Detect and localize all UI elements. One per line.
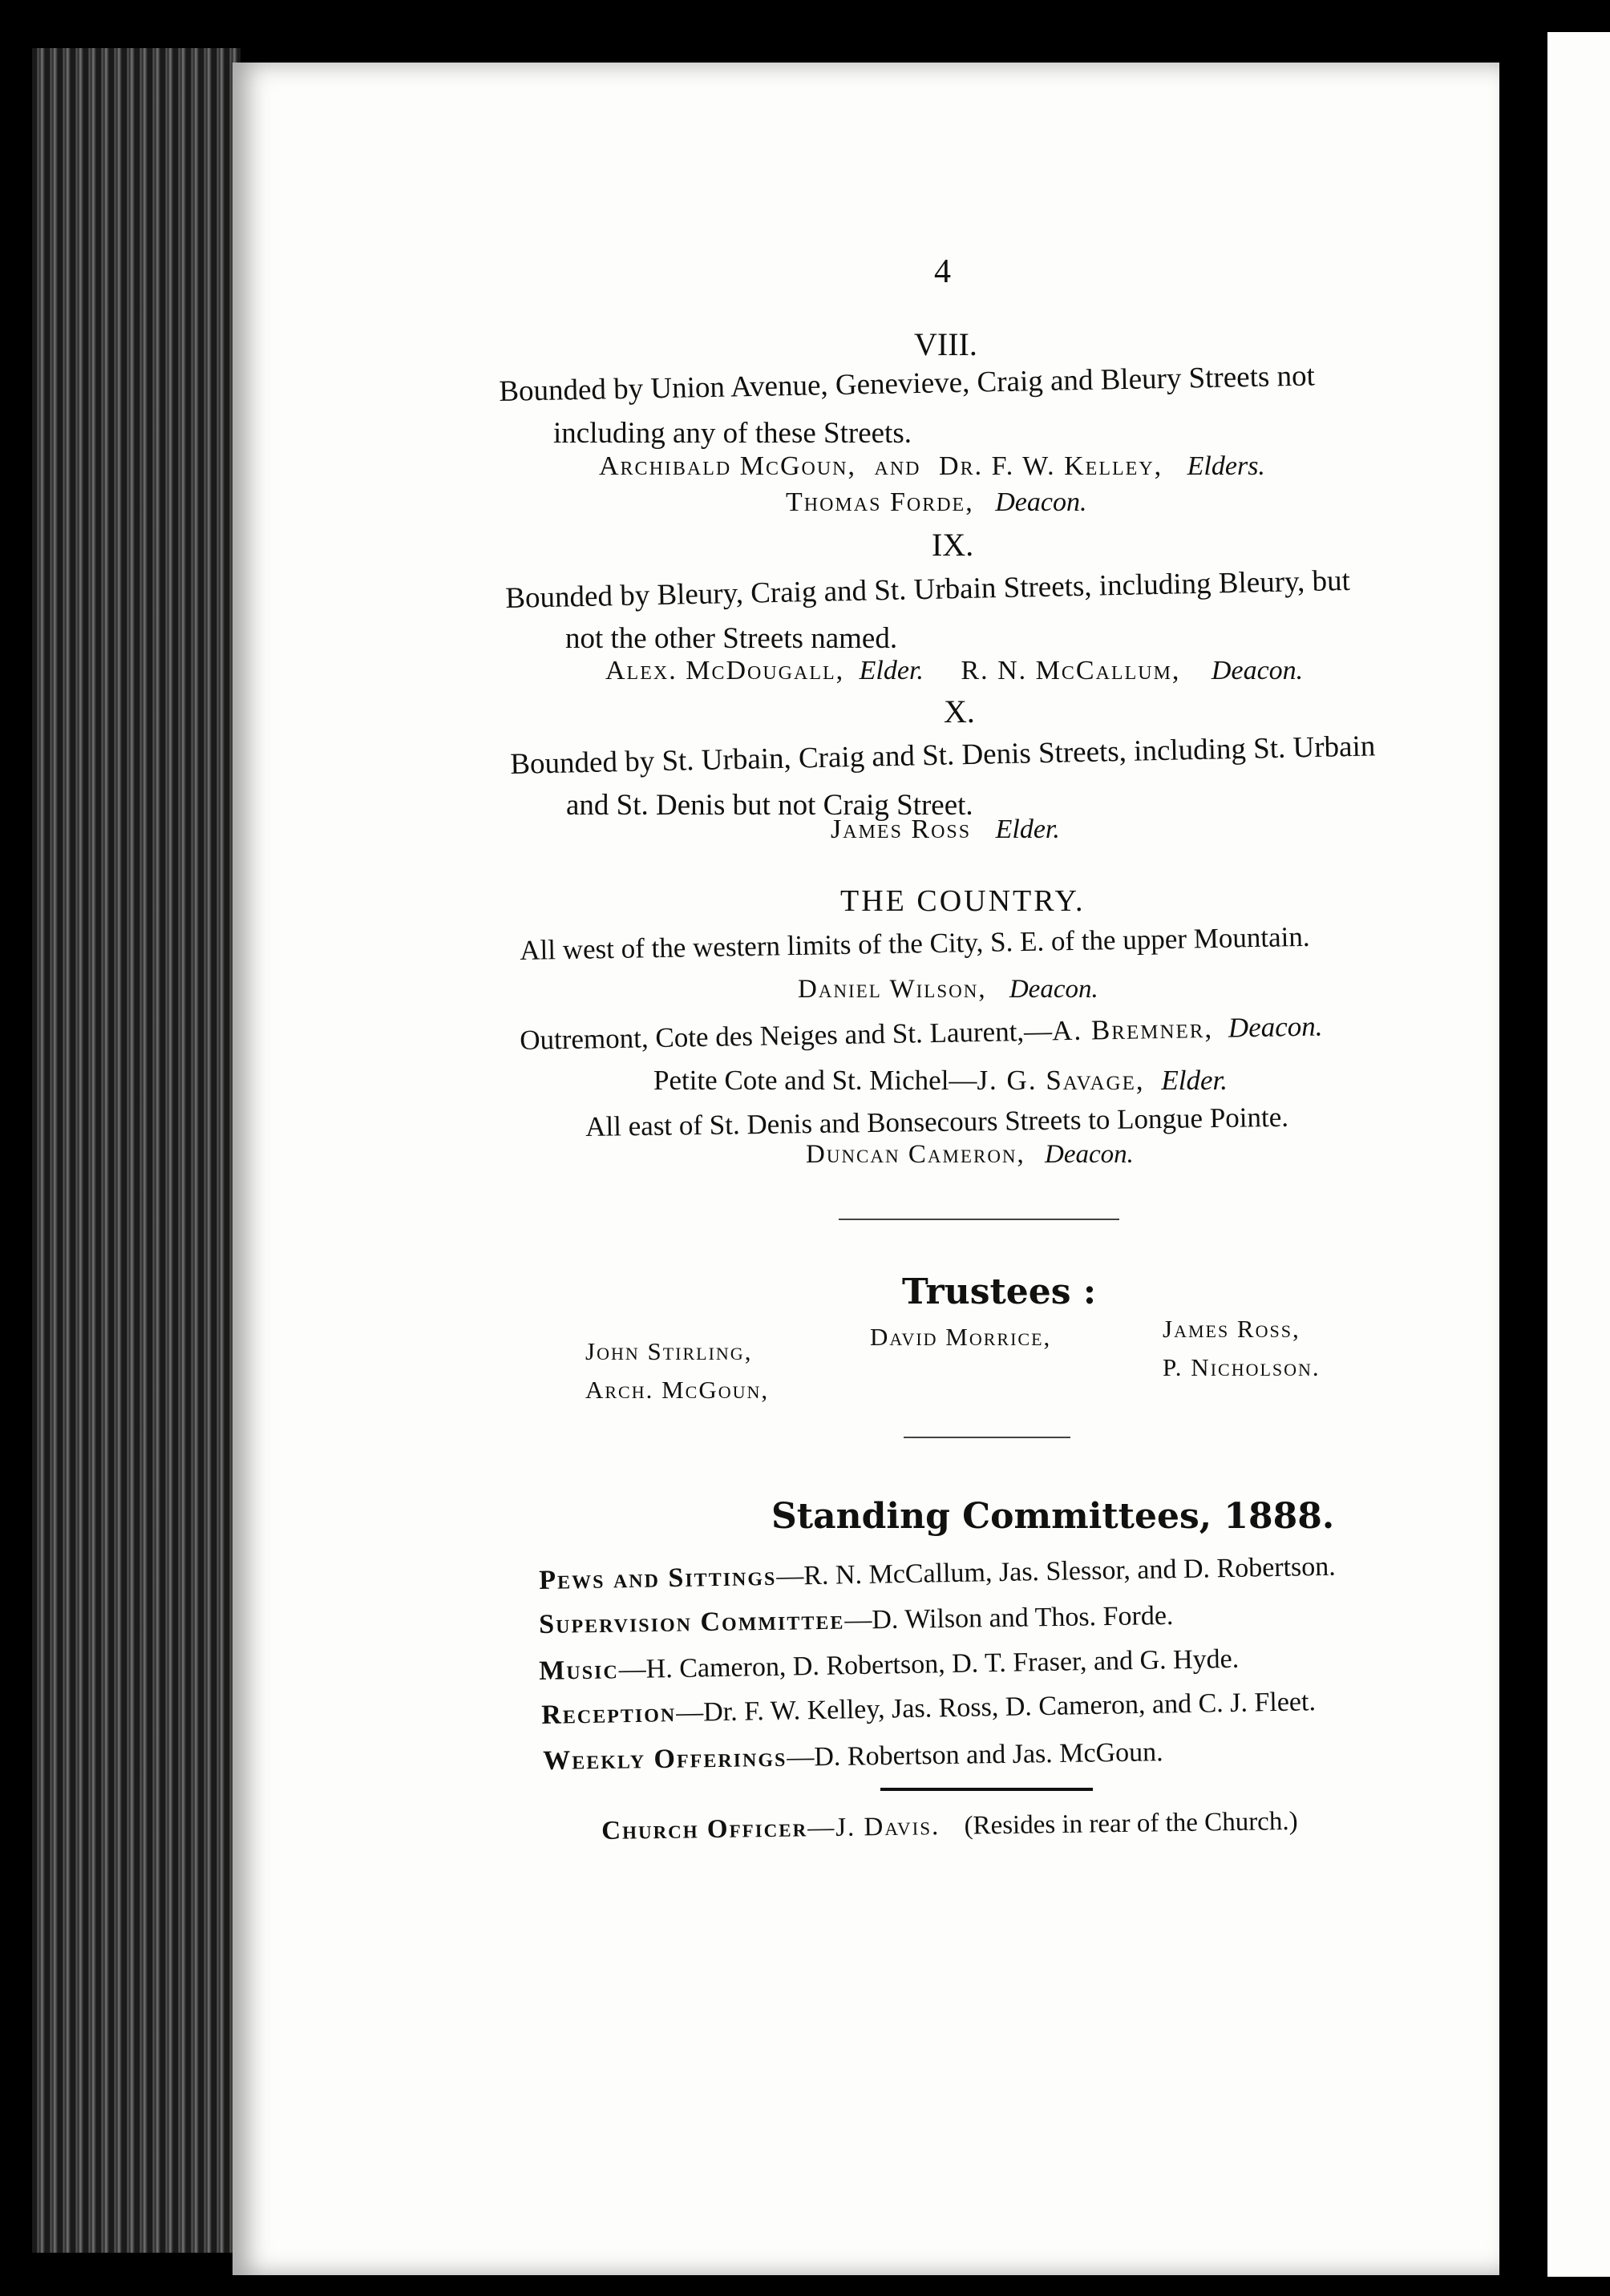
officer-name: Daniel Wilson, bbox=[798, 975, 987, 1004]
officer-name: Archibald McGoun, bbox=[599, 451, 857, 481]
district-numeral: IX. bbox=[932, 527, 974, 563]
officer-role: Elder. bbox=[859, 656, 924, 685]
officer-name: Dr. F. W. Kelley, bbox=[939, 451, 1163, 481]
officer-name: Alex. McDougall, bbox=[605, 656, 845, 685]
committee-members: —D. Robertson and Jas. McGoun. bbox=[787, 1737, 1163, 1773]
officer-line bbox=[786, 489, 1086, 516]
district-bounds: Bounded by Bleury, Craig and St. Urbain Streets, including Bleury, but bbox=[504, 564, 1351, 615]
officer-role: Deacon. bbox=[1045, 1140, 1134, 1169]
section-divider bbox=[904, 1437, 1070, 1438]
committee-members: —D. Wilson and Thos. Forde. bbox=[844, 1600, 1174, 1635]
officer-role: Deacon. bbox=[1228, 1010, 1323, 1044]
committees-heading: Standing Committees, 1888. bbox=[771, 1496, 1335, 1537]
officer-name: Duncan Cameron, bbox=[806, 1140, 1025, 1169]
officer-role: Elders. bbox=[1187, 451, 1265, 481]
officer-role: Elder. bbox=[995, 815, 1060, 844]
section-heading: THE COUNTRY. bbox=[840, 884, 1086, 918]
trustee-name: James Ross, bbox=[1163, 1315, 1301, 1343]
section-divider bbox=[880, 1788, 1093, 1791]
officer-line bbox=[831, 816, 1060, 843]
country-text: Petite Cote and St. Michel— bbox=[653, 1065, 977, 1096]
officer-name: A. Bremner, bbox=[1051, 1012, 1214, 1047]
country-line: All east of St. Denis and Bonsecours Streets to Longue Pointe. bbox=[585, 1101, 1289, 1142]
committee-members: —H. Cameron, D. Robertson, D. T. Fraser, and G. Hyde. bbox=[618, 1643, 1240, 1685]
committee-label: Music bbox=[538, 1655, 620, 1686]
committee-label: Supervision Committee bbox=[538, 1605, 845, 1639]
officer-name: J. G. Savage, bbox=[977, 1065, 1145, 1096]
book-page-edges bbox=[32, 48, 241, 2253]
trustees-heading: Trustees : bbox=[902, 1271, 1097, 1312]
section-divider bbox=[839, 1219, 1119, 1220]
country-line bbox=[653, 1066, 1228, 1094]
country-text: Outremont, Cote des Neiges and St. Laurent,— bbox=[519, 1015, 1053, 1056]
officer-role: Elder. bbox=[1161, 1065, 1228, 1096]
church-officer-name: —J. Davis. bbox=[807, 1812, 941, 1843]
district-numeral: X. bbox=[944, 693, 975, 730]
officer-line bbox=[806, 1142, 1134, 1168]
trustee-name: David Morrice, bbox=[870, 1323, 1052, 1351]
conjunction: and bbox=[874, 451, 921, 481]
church-officer-label: Church Officer bbox=[601, 1813, 808, 1845]
committee-label: Reception bbox=[540, 1698, 677, 1730]
committee-label: Pews and Sittings bbox=[538, 1561, 777, 1595]
officer-line bbox=[605, 657, 1303, 685]
committee-members: —R. N. McCallum, Jas. Slessor, and D. Robertson. bbox=[775, 1551, 1337, 1591]
officer-role: Deacon. bbox=[1211, 656, 1304, 685]
facing-page-edge bbox=[1538, 32, 1610, 2277]
committee-label: Weekly Offerings bbox=[542, 1742, 787, 1776]
district-bounds: Bounded by Union Avenue, Genevieve, Craig and Bleury Streets not bbox=[498, 359, 1316, 408]
trustee-name: John Stirling, bbox=[585, 1337, 753, 1365]
committee-members: —Dr. F. W. Kelley, Jas. Ross, D. Cameron, and C. J. Fleet. bbox=[675, 1687, 1317, 1728]
officer-role: Deacon. bbox=[1009, 975, 1098, 1004]
district-bounds-cont: not the other Streets named. bbox=[565, 622, 898, 655]
country-line: All west of the western limits of the City, S. E. of the upper Mountain. bbox=[519, 920, 1310, 966]
officer-name: R. N. McCallum, bbox=[961, 656, 1181, 685]
officer-line bbox=[798, 976, 1098, 1003]
trustee-name: P. Nicholson. bbox=[1163, 1353, 1321, 1381]
district-numeral: VIII. bbox=[914, 326, 977, 362]
page-number: 4 bbox=[934, 253, 951, 290]
trustee-name: Arch. McGoun, bbox=[585, 1376, 770, 1404]
district-bounds-cont: and St. Denis but not Craig Street. bbox=[566, 789, 973, 822]
district-bounds: Bounded by St. Urbain, Craig and St. Denis Streets, including St. Urbain bbox=[509, 730, 1376, 781]
officer-name: Thomas Forde, bbox=[786, 487, 974, 517]
officer-role: Deacon. bbox=[995, 487, 1087, 517]
officer-line bbox=[599, 453, 1265, 480]
officer-name: James Ross bbox=[831, 815, 972, 844]
church-officer-note: (Resides in rear of the Church.) bbox=[964, 1806, 1298, 1841]
district-bounds-cont: including any of these Streets. bbox=[553, 417, 912, 450]
